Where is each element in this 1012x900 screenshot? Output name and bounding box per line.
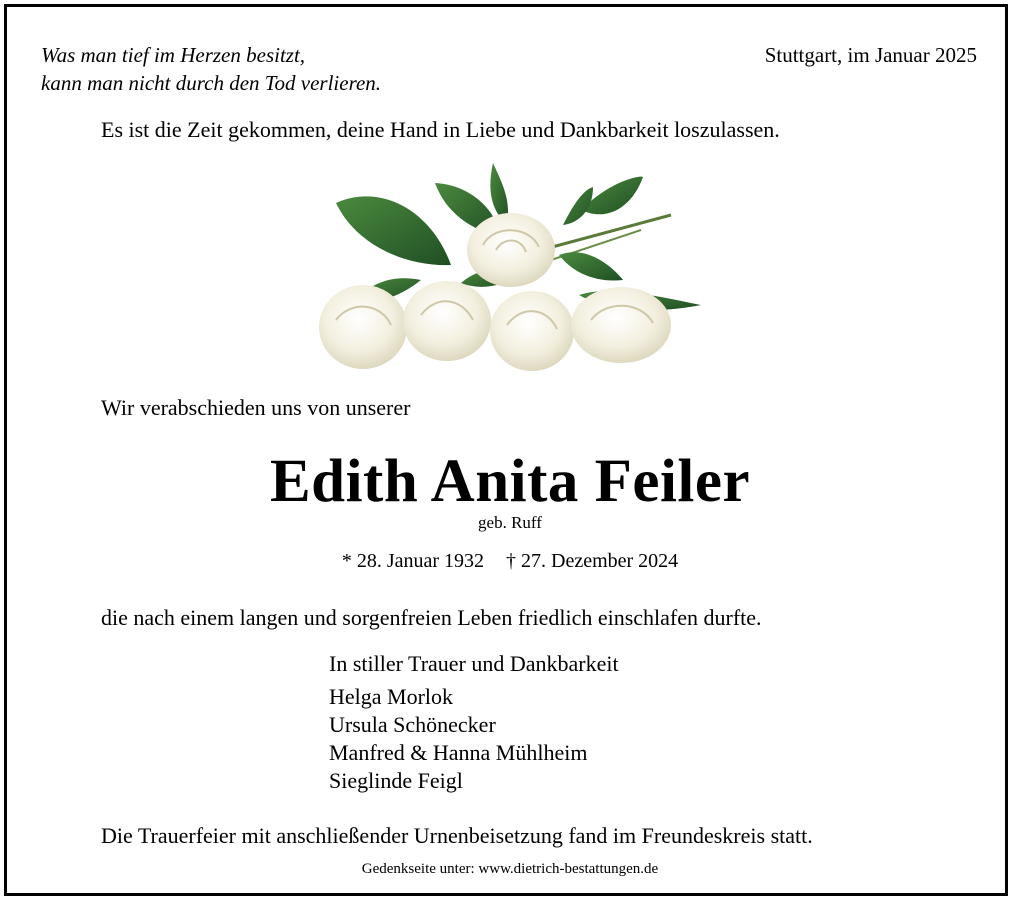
motto-line-2: kann man nicht durch den Tod verlieren. <box>41 71 382 95</box>
mourner-name: Helga Morlok <box>329 684 454 709</box>
intro-text: Wir verabschieden uns von unserer <box>101 395 411 420</box>
ceremony-note: Die Trauerfeier mit anschließender Urnenbeisetzung fand im Freundeskreis statt. <box>101 823 813 848</box>
motto-quote <box>41 41 381 97</box>
birth-date: * 28. Januar 1932 <box>341 550 485 572</box>
memorial-page-link: Gedenkseite unter: www.dietrich-bestattungen.de <box>361 861 659 877</box>
mourning-heading: In stiller Trauer und Dankbarkeit <box>329 651 619 676</box>
place-date: Stuttgart, im Januar 2025 <box>764 43 977 67</box>
deceased-name: Edith Anita Feiler <box>269 448 751 515</box>
obituary-notice <box>4 4 1008 896</box>
opening-sentence: Es ist die Zeit gekommen, deine Hand in Liebe und Dankbarkeit loszulassen. <box>101 117 780 142</box>
life-dates <box>7 550 1012 573</box>
motto-line-1: Was man tief im Herzen besitzt, <box>41 43 306 67</box>
death-date: † 27. Dezember 2024 <box>506 550 679 572</box>
mourner-name: Sieglinde Feigl <box>329 768 463 793</box>
maiden-name: geb. Ruff <box>478 513 542 532</box>
description-text: die nach einem langen und sorgenfreien Leben friedlich einschlafen durfte. <box>101 605 762 630</box>
white-roses-image <box>311 155 715 381</box>
mourner-name: Manfred & Hanna Mühlheim <box>329 740 588 765</box>
mourners-list <box>329 683 587 795</box>
mourner-name: Ursula Schönecker <box>329 712 496 737</box>
